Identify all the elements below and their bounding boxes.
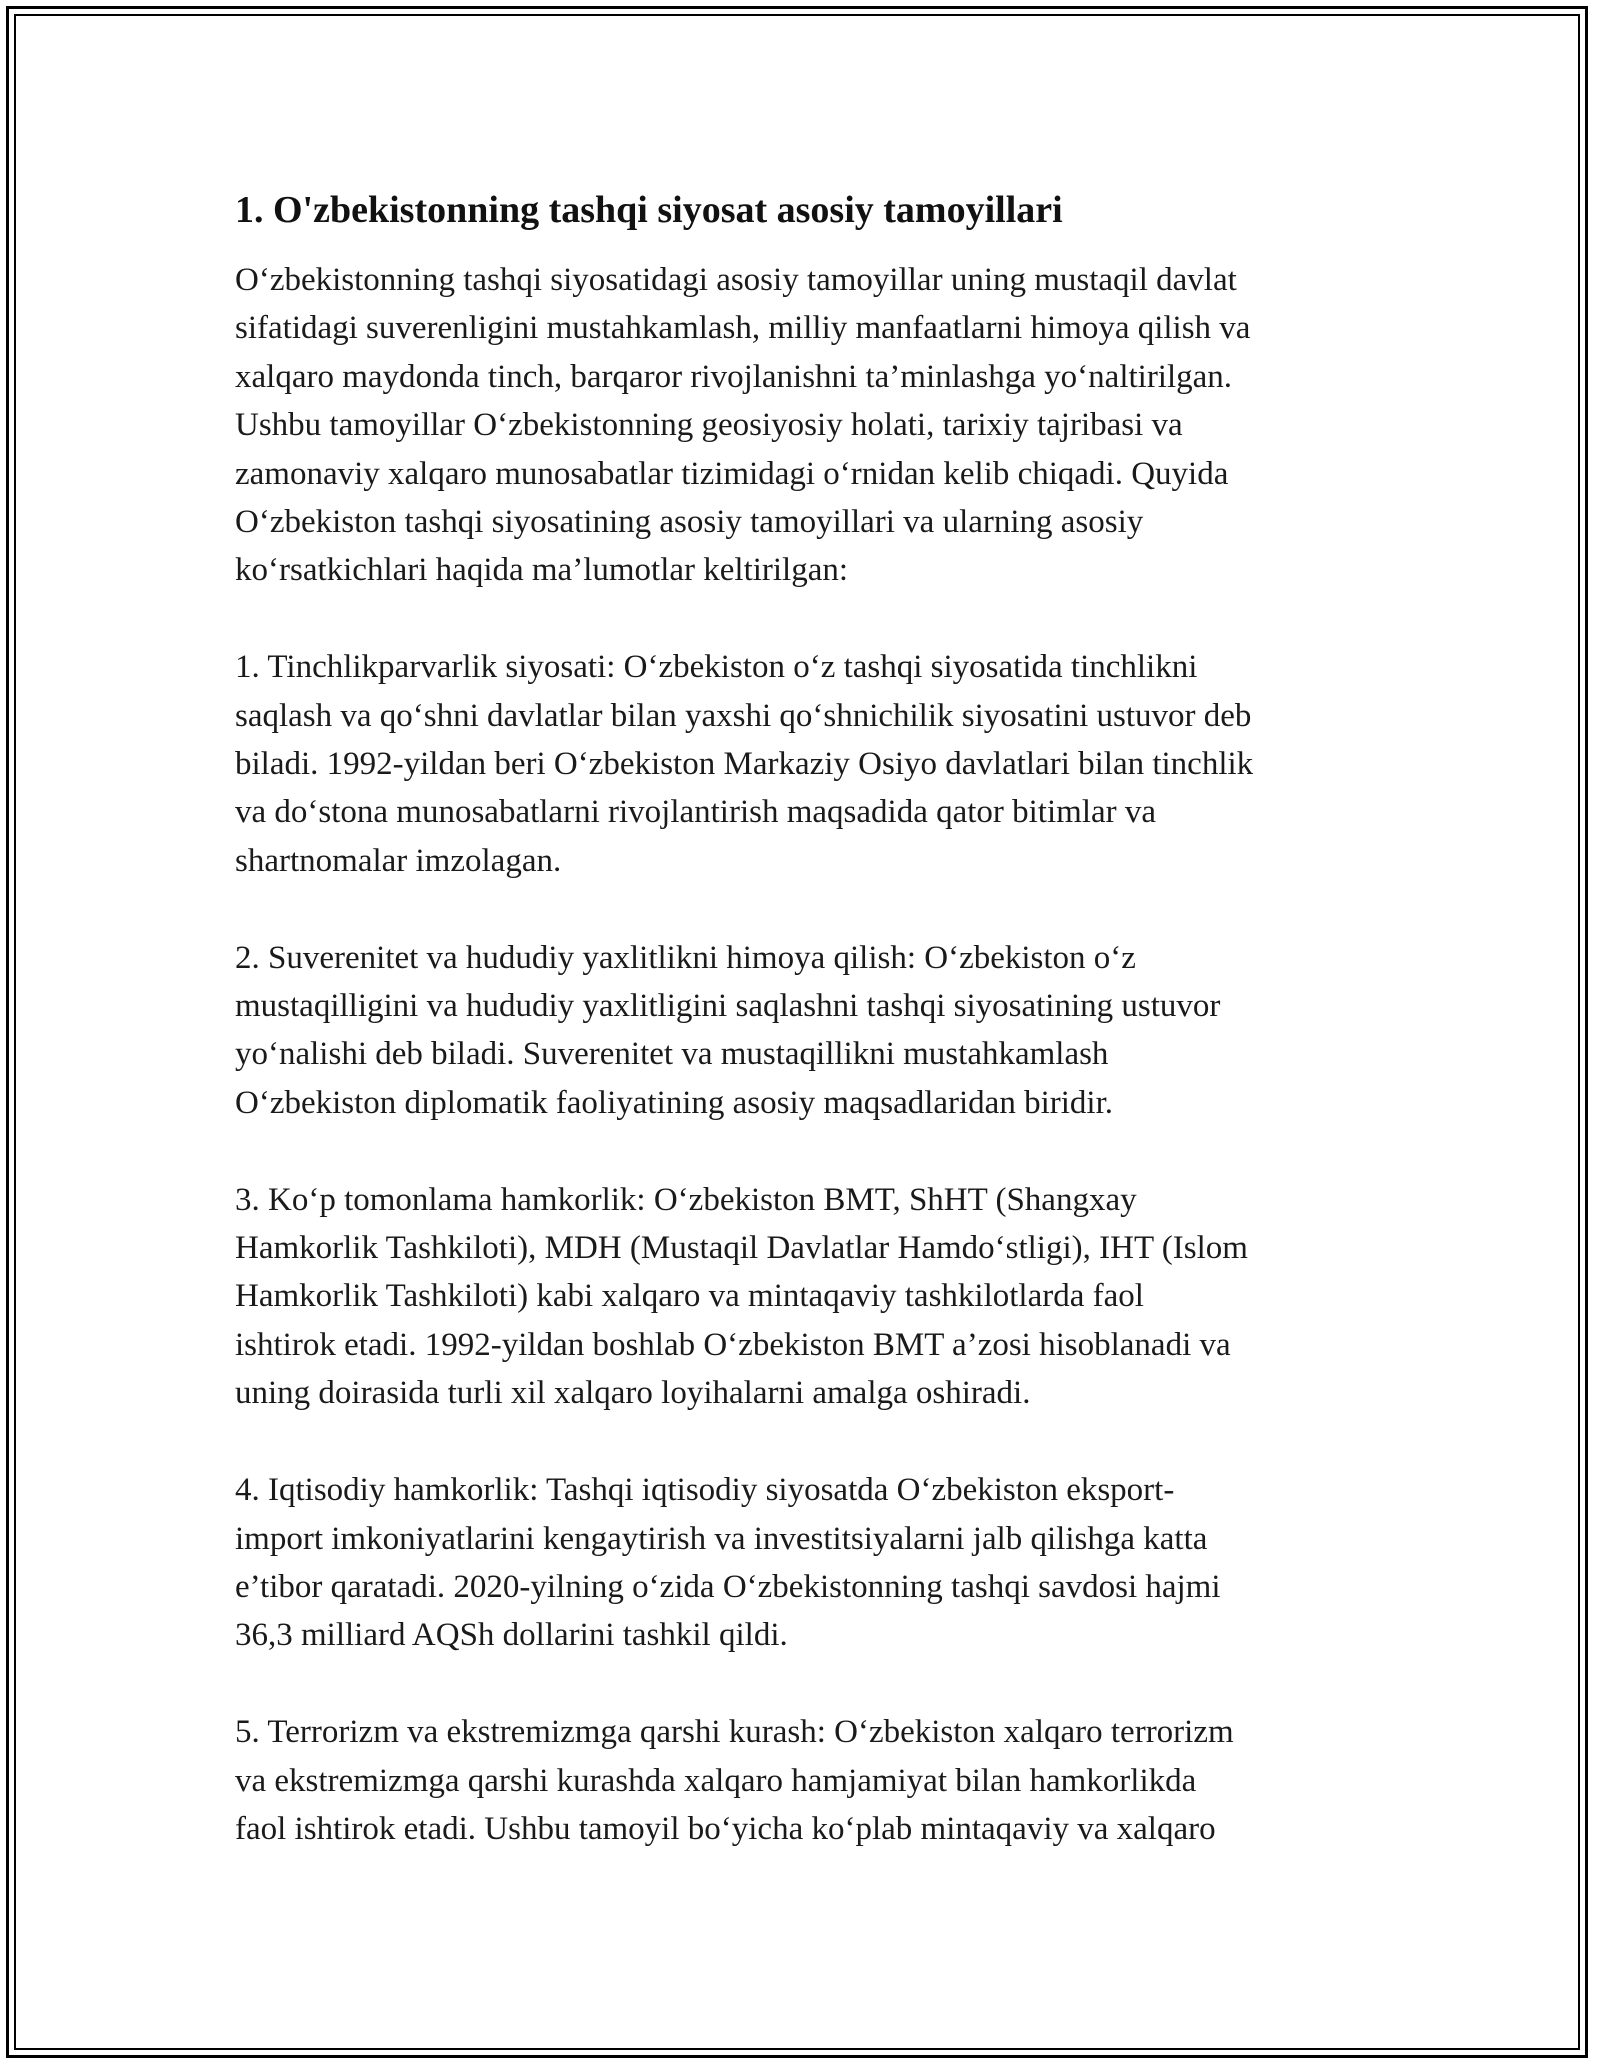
paragraph-line: 4. Iqtisodiy hamkorlik: Tashqi iqtisodiy siyosatda O‘zbekiston eksport- — [235, 1472, 1175, 1509]
paragraph-list — [235, 256, 1385, 1853]
paragraph-line: 2. Suverenitet va hududiy yaxlitlikni himoya qilish: O‘zbekiston o‘z — [235, 939, 1136, 976]
paragraph-line: va ekstremizmga qarshi kurashda xalqaro hamjamiyat bilan hamkorlikda — [235, 1762, 1197, 1799]
paragraph-line: saqlash va qo‘shni davlatlar bilan yaxshi qo‘shnichilik siyosatini ustuvor deb — [235, 697, 1252, 734]
paragraph — [235, 1176, 1385, 1418]
paragraph-line: shartnomalar imzolagan. — [235, 842, 562, 879]
paragraph-line: Ushbu tamoyillar O‘zbekistonning geosiyosiy holati, tarixiy tajribasi va — [235, 407, 1183, 444]
paragraph-line: zamonaviy xalqaro munosabatlar tizimidagi o‘rnidan kelib chiqadi. Quyida — [235, 455, 1229, 492]
paragraph-line: import imkoniyatlarini kengaytirish va investitsiyalarni jalb qilishga katta — [235, 1520, 1208, 1557]
paragraph-line: 3. Ko‘p tomonlama hamkorlik: O‘zbekiston BMT, ShHT (Shangxay — [235, 1181, 1137, 1218]
paragraph-line: va do‘stona munosabatlarni rivojlantirish maqsadida qator bitimlar va — [235, 794, 1157, 831]
paragraph-line: uning doirasida turli xil xalqaro loyihalarni amalga oshiradi. — [235, 1375, 1031, 1412]
paragraph-line: ishtirok etadi. 1992-yildan boshlab O‘zbekiston BMT a’zosi hisoblanadi va — [235, 1326, 1231, 1363]
paragraph-line: 5. Terrorizm va ekstremizmga qarshi kurash: O‘zbekiston xalqaro terrorizm — [235, 1714, 1234, 1751]
paragraph-line: Hamkorlik Tashkiloti), MDH (Mustaqil Davlatlar Hamdo‘stligi), IHT (Islom — [235, 1230, 1248, 1267]
paragraph — [235, 256, 1385, 595]
paragraph-line: 36,3 milliard AQSh dollarini tashkil qildi. — [235, 1617, 788, 1654]
paragraph-line: ko‘rsatkichlari haqida ma’lumotlar keltirilgan: — [235, 552, 849, 589]
paragraph-line: mustaqilligini va hududiy yaxlitligini saqlashni tashqi siyosatining ustuvor — [235, 988, 1221, 1025]
paragraph-line: 1. Tinchlikparvarlik siyosati: O‘zbekiston o‘z tashqi siyosatida tinchlikni — [235, 649, 1198, 686]
paragraph-line: e’tibor qaratadi. 2020-yilning o‘zida O‘zbekistonning tashqi savdosi hajmi — [235, 1568, 1221, 1605]
section-heading: 1. O'zbekistonning tashqi siyosat asosiy tamoyillari — [235, 189, 1063, 231]
paragraph-line: faol ishtirok etadi. Ushbu tamoyil bo‘yicha ko‘plab mintaqaviy va xalqaro — [235, 1810, 1216, 1847]
paragraph — [235, 1708, 1385, 1853]
paragraph-line: O‘zbekiston diplomatik faoliyatining asosiy maqsadlaridan biridir. — [235, 1084, 1113, 1121]
paragraph-line: xalqaro maydonda tinch, barqaror rivojlanishni ta’minlashga yo‘naltirilgan. — [235, 358, 1233, 395]
document-body — [235, 186, 1385, 1853]
paragraph-line: O‘zbekiston tashqi siyosatining asosiy tamoyillari va ularning asosiy — [235, 504, 1144, 541]
paragraph-line: biladi. 1992-yildan beri O‘zbekiston Markaziy Osiyo davlatlari bilan tinchlik — [235, 746, 1254, 783]
paragraph — [235, 934, 1385, 1128]
paragraph-line: sifatidagi suverenligini mustahkamlash, milliy manfaatlarni himoya qilish va — [235, 310, 1251, 347]
paragraph — [235, 1466, 1385, 1660]
paragraph — [235, 643, 1385, 885]
paragraph-line: O‘zbekistonning tashqi siyosatidagi asosiy tamoyillar uning mustaqil davlat — [235, 262, 1237, 298]
paragraph-line: Hamkorlik Tashkiloti) kabi xalqaro va mintaqaviy tashkilotlarda faol — [235, 1278, 1144, 1315]
paragraph-line: yo‘nalishi deb biladi. Suverenitet va mustaqillikni mustahkamlash — [235, 1036, 1109, 1073]
